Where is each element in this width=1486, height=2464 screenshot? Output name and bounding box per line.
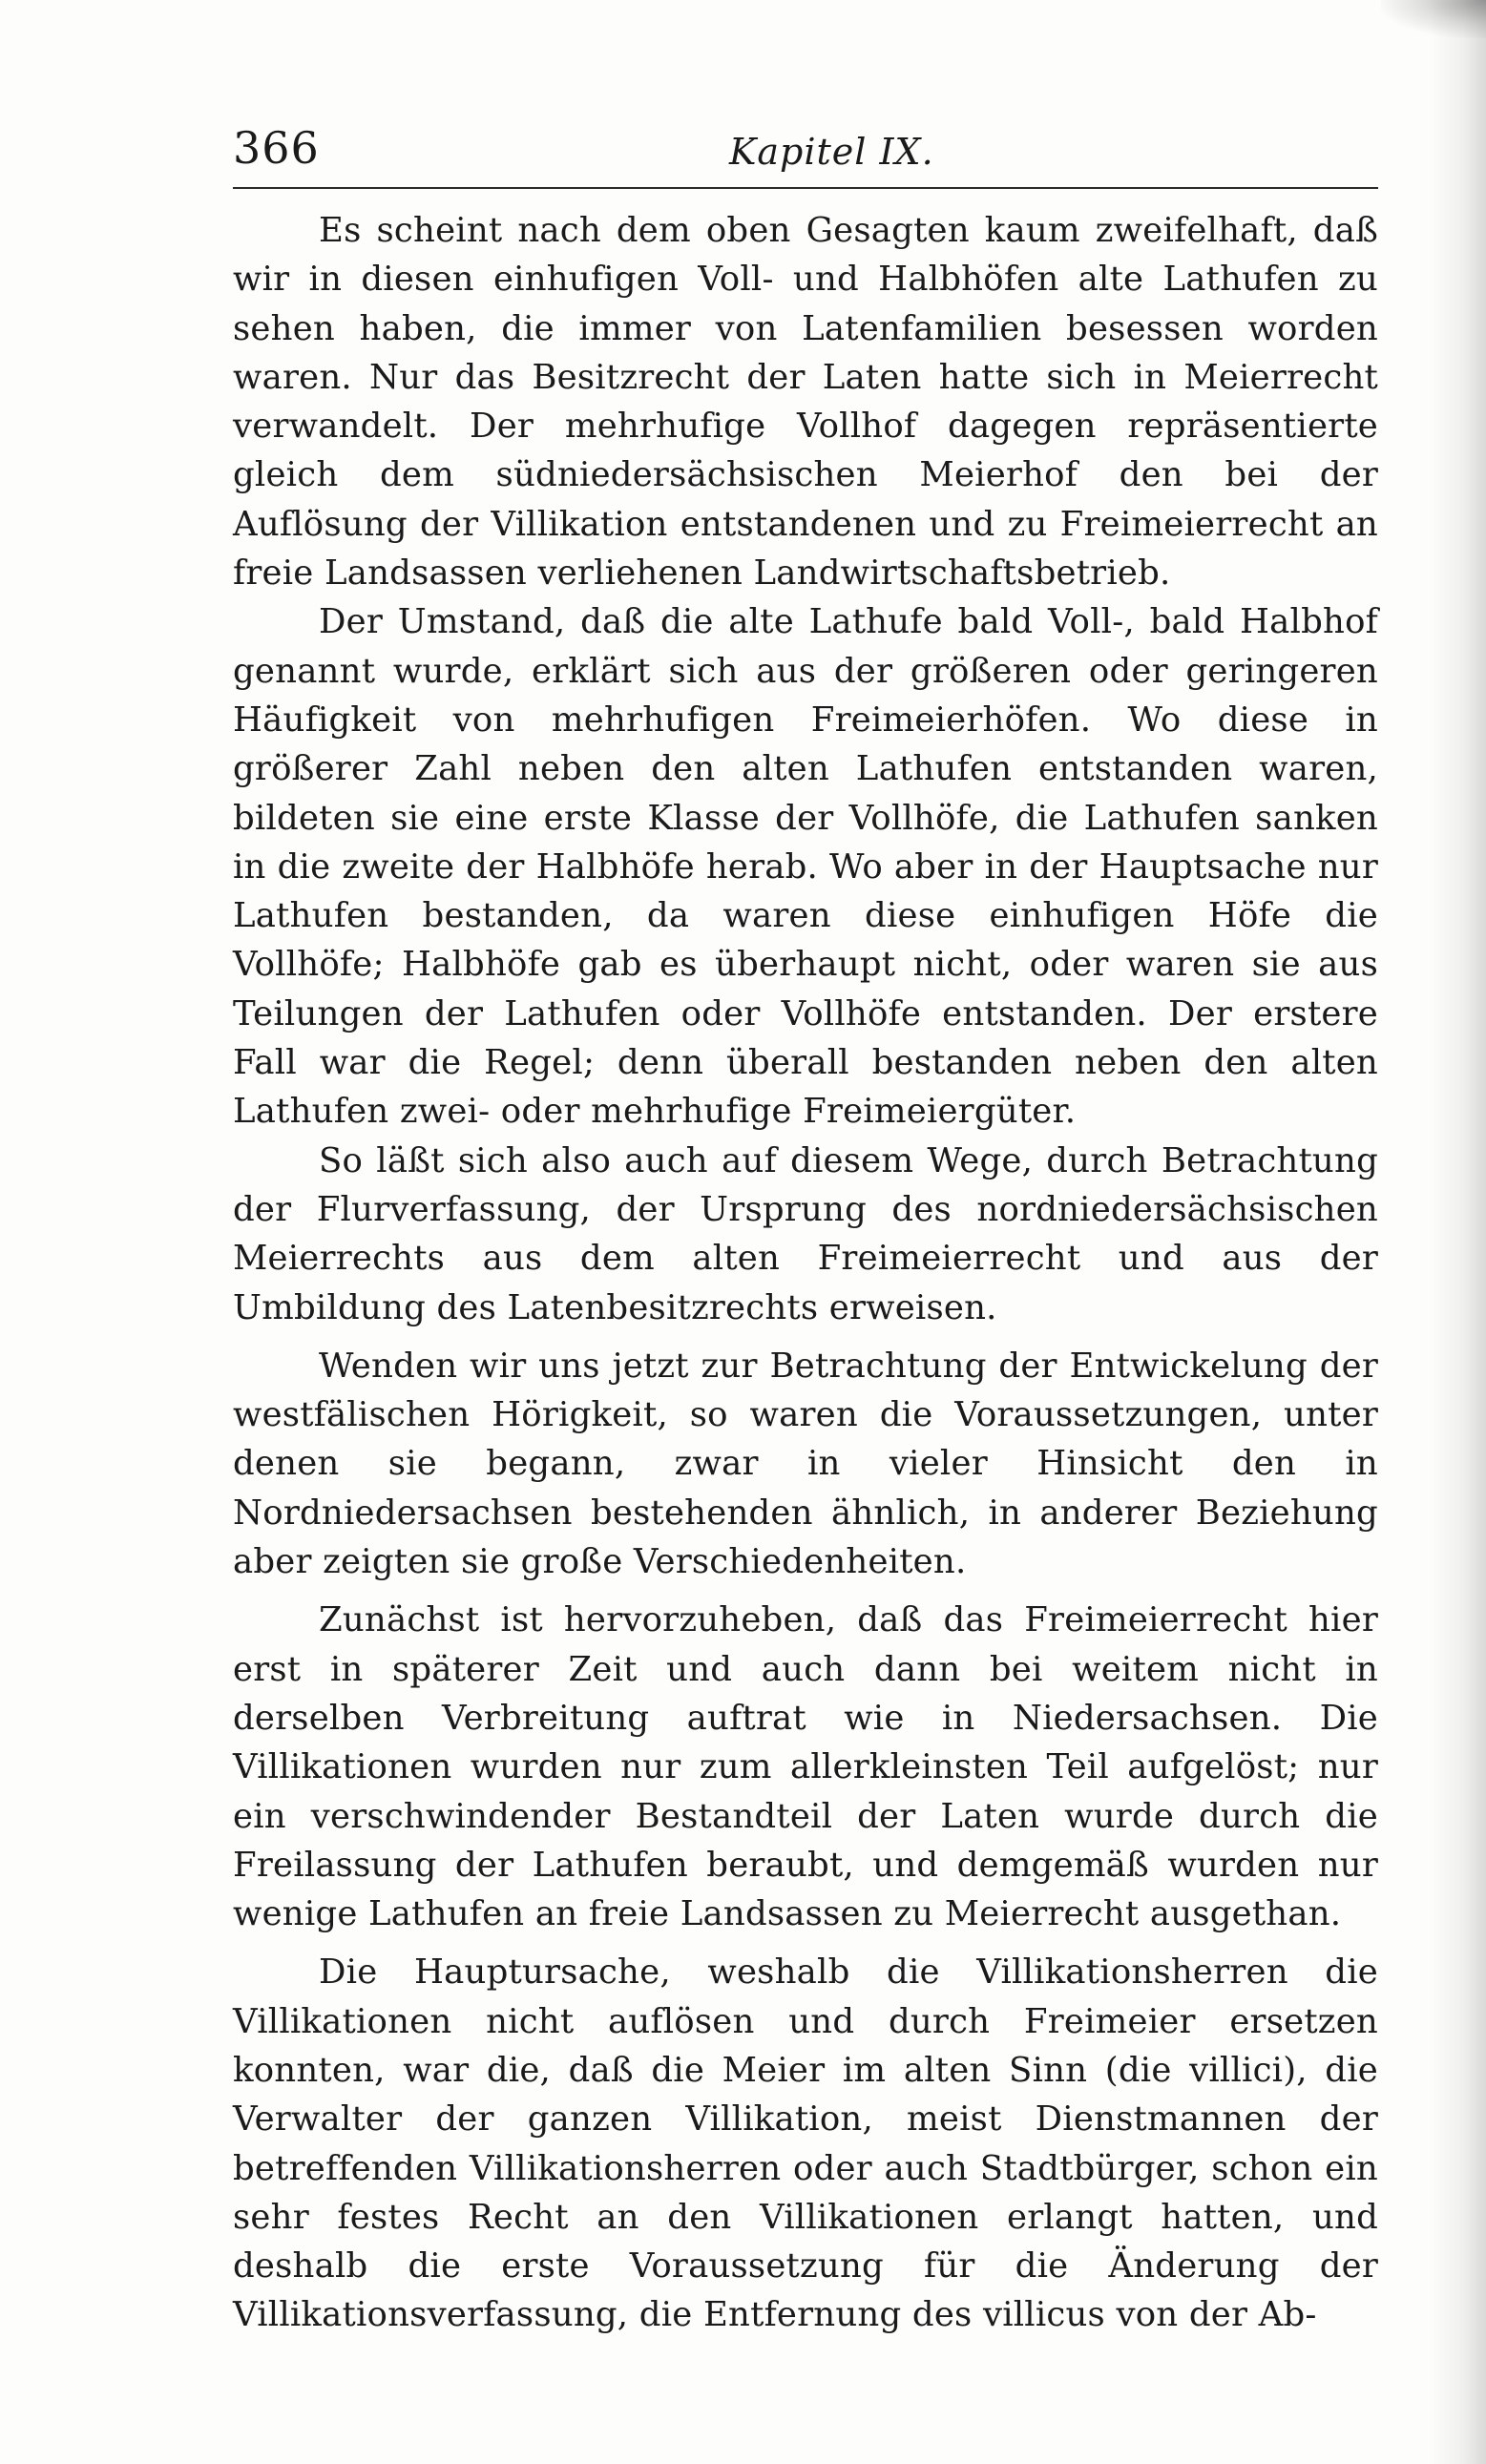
scan-corner-mark <box>1381 0 1486 38</box>
paragraph-4: Wenden wir uns jetzt zur Betrachtung der Entwickelung der westfälischen Hörigkeit, so waren die Voraussetzungen, unter denen sie begann, zwar in vieler Hinsicht den in Nordniedersachsen bestehenden ähnlich, in anderer Beziehung aber zeigten sie große Verschiedenheiten. <box>233 1346 1378 1582</box>
paragraph-5: Zunächst ist hervorzuheben, daß das Freimeierrecht hier erst in späterer Zeit und auch dann bei weitem nicht in derselben Verbreitung auftrat wie in Niedersachsen. Die Villikationen wurden nur zum allerkleinsten Teil aufgelöst; nur ein verschwindender Bestandteil der Laten wurde durch die Freilassung der Lathufen beraubt, und demgemäß wurden nur wenige Lathufen an freie Landsassen zu Meierrecht ausgethan. <box>233 1600 1378 1934</box>
running-head <box>233 115 1378 181</box>
header-rule <box>233 187 1378 189</box>
chapter-title: Kapitel IX. <box>729 131 934 173</box>
paragraph-2: Der Umstand, daß die alte Lathufe bald Voll-, bald Halbhof genannt wurde, erklärt sich aus der größeren oder geringeren Häufigkeit von mehrhufigen Freimeierhöfen. Wo diese in größerer Zahl neben den alten Lathufen entstanden waren, bildeten sie eine erste Klasse der Vollhöfe, die Lathufen sanken in die zweite der Halbhöfe herab. Wo aber in der Hauptsache nur Lathufen bestanden, da waren diese einhufigen Höfe die Vollhöfe; Halbhöfe gab es überhaupt nicht, oder waren sie aus Teilungen der Lathufen oder Vollhöfe entstanden. Der erstere Fall war die Regel; denn überall bestanden neben den alten Lathufen zwei- oder mehrhufige Freimeiergüter. <box>233 602 1378 1132</box>
scan-edge-shadow <box>1429 0 1486 2464</box>
paragraph-3: So läßt sich also auch auf diesem Wege, durch Betrachtung der Flurverfassung, der Ursprung des nordniedersächsischen Meierrechts aus dem alten Freimeierrecht und aus der Umbildung des Latenbesitzrechts erweisen. <box>233 1140 1378 1327</box>
paragraph-1: Es scheint nach dem oben Gesagten kaum zweifelhaft, daß wir in diesen einhufigen Voll- und Halbhöfen alte Lathufen zu sehen haben, die immer von Latenfamilien besessen worden waren. Nur das Besitzrecht der Laten hatte sich in Meierrecht verwandelt. Der mehrhufige Vollhof dagegen repräsentierte gleich dem südniedersächsischen Meierhof den bei der Auflösung der Villikation entstandenen und zu Freimeierrecht an freie Landsassen verliehenen Landwirtschaftsbetrieb. <box>233 211 1378 594</box>
page-number: 366 <box>233 122 320 174</box>
body-text <box>233 206 1378 2340</box>
paragraph-6: Die Hauptursache, weshalb die Villikationsherren die Villikationen nicht auflösen und durch Freimeier ersetzen konnten, war die, daß die Meier im alten Sinn (die villici), die Verwalter der ganzen Villikation, meist Dienstmannen der betreffenden Villikationsherren oder auch Stadtbürger, schon ein sehr festes Recht an den Villikationen erlangt hatten, und deshalb die erste Voraussetzung für die Änderung der Villikationsverfassung, die Entfernung des villicus von der Ab- <box>233 1952 1378 2335</box>
